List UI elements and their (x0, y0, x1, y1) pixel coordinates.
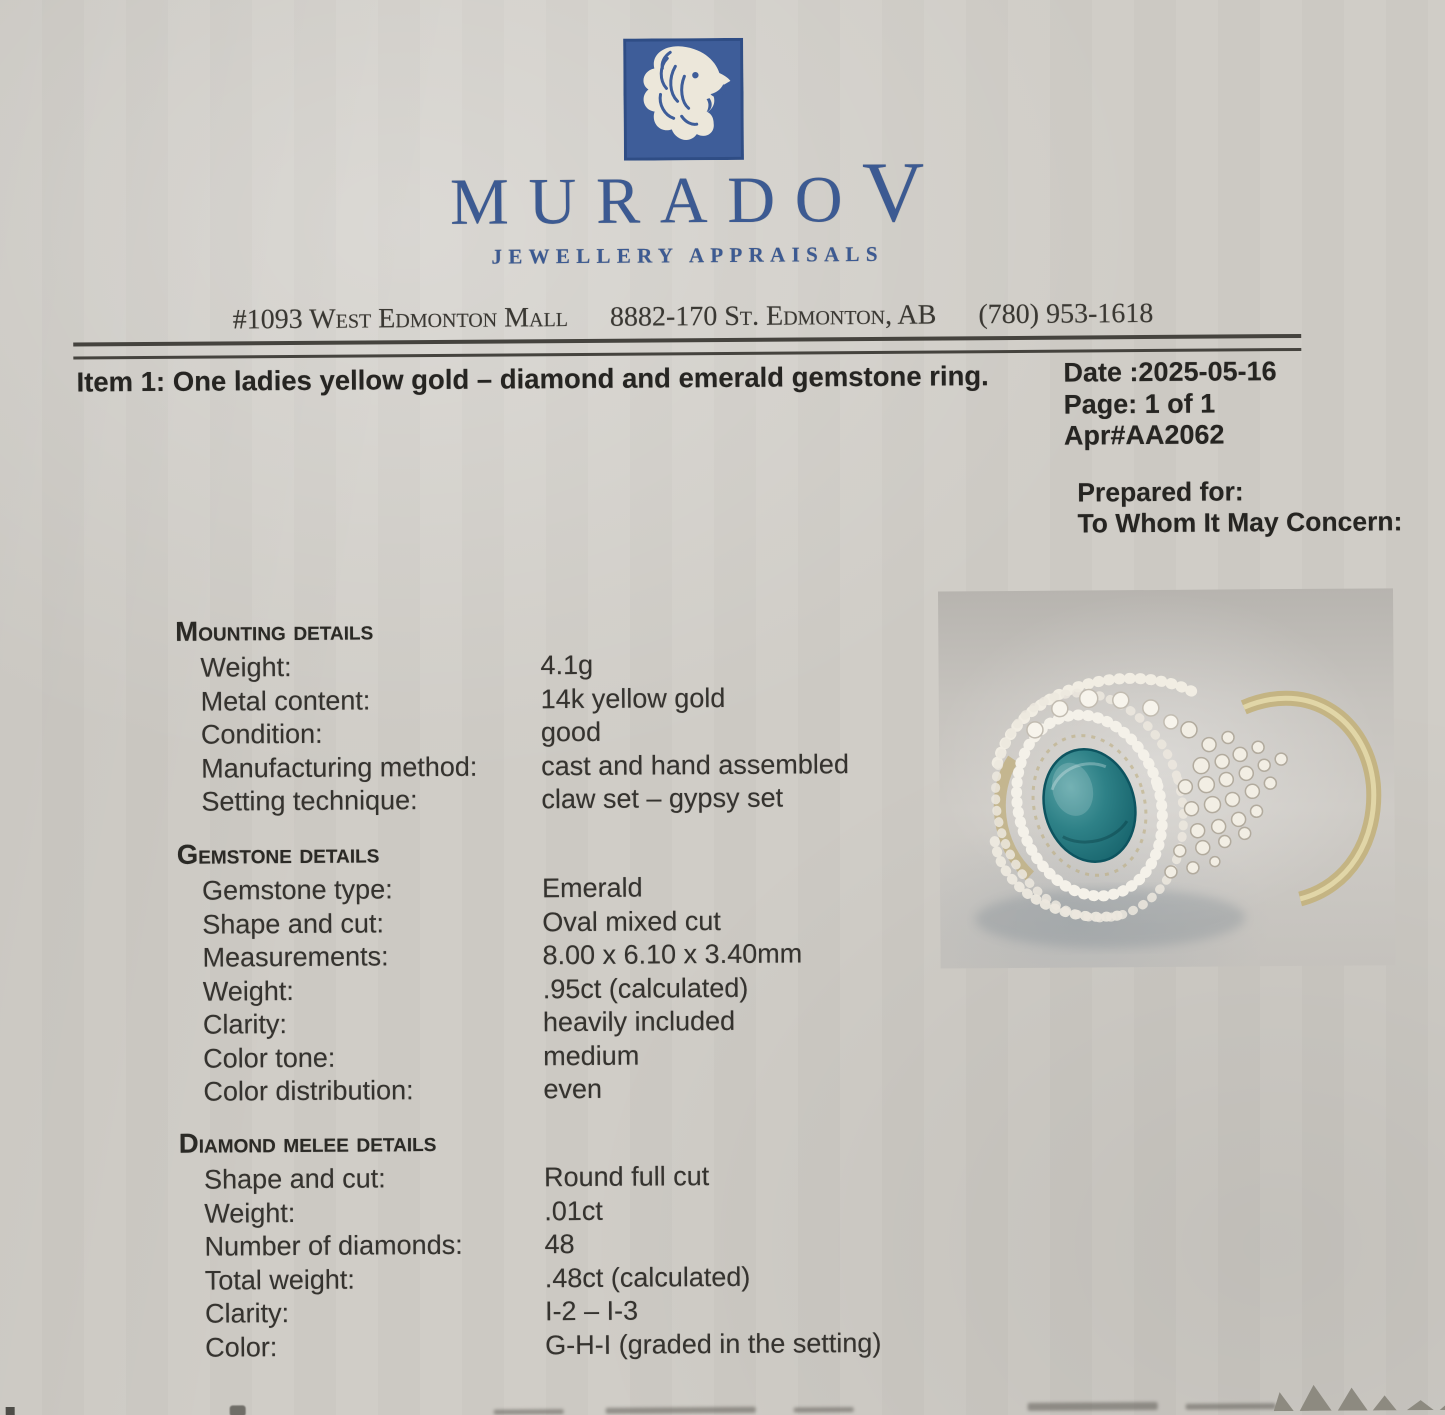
brand-tagline: JEWELLERY APPRAISALS (491, 241, 884, 269)
detail-row (180, 1326, 1000, 1365)
row-value: 14k yellow gold (540, 682, 726, 714)
section-title: Gemstone details (176, 837, 380, 870)
section-title: Mounting details (175, 614, 374, 647)
row-label: Setting technique: (201, 785, 418, 817)
row-label: Gemstone type: (201, 874, 393, 906)
detail-row (178, 1070, 998, 1109)
item-title: Item 1: One ladies yellow gold – diamond and emerald gemstone ring. (76, 360, 989, 398)
row-label: Color distribution: (203, 1075, 414, 1107)
row-label: Weight: (202, 975, 294, 1007)
detail-row (176, 780, 996, 819)
cutoff-text-mark (230, 1405, 246, 1415)
row-label: Measurements: (202, 941, 389, 973)
meta-block (1063, 355, 1424, 452)
row-label: Clarity: (202, 1009, 288, 1040)
cutoff-text-remnant (1186, 1403, 1276, 1410)
row-value: good (540, 716, 602, 748)
row-value: Oval mixed cut (542, 905, 721, 937)
gemstone-details-section (177, 833, 999, 1109)
meta-appraisal-number: Apr#AA2062 (1063, 419, 1225, 451)
row-value: G-H-I (graded in the setting) (545, 1327, 882, 1360)
row-label: Total weight: (204, 1264, 355, 1296)
address-row (28, 296, 1358, 339)
detail-row (176, 713, 996, 752)
detail-row (176, 747, 996, 786)
detail-row (176, 680, 996, 719)
diamond-melee-details-section (179, 1122, 1001, 1365)
cutoff-text-remnant (794, 1407, 854, 1412)
row-value: medium (543, 1040, 640, 1071)
row-value: .95ct (calculated) (542, 972, 749, 1004)
row-value: Emerald (541, 872, 643, 904)
row-value: even (543, 1073, 603, 1105)
header-divider (73, 334, 1301, 360)
row-value: 48 (544, 1229, 575, 1260)
detail-row (178, 1037, 998, 1076)
row-label: Weight: (204, 1197, 296, 1229)
row-value: Round full cut (543, 1161, 710, 1193)
lion-icon (623, 38, 744, 161)
mounting-details-section (175, 610, 996, 819)
section-title: Diamond melee details (178, 1126, 437, 1159)
detail-row (180, 1259, 1000, 1298)
detail-row (180, 1292, 1000, 1331)
brand-name-main: MURADO (449, 163, 863, 239)
prepared-for-label: Prepared for: (1077, 476, 1244, 508)
cutoff-text-remnant (1028, 1402, 1158, 1411)
address-mall: #1093 West Edmonton Mall (232, 302, 569, 336)
row-value: cast and hand assembled (541, 748, 850, 781)
meta-date: Date :2025-05-16 (1063, 356, 1277, 388)
brand-name-accent: V (861, 143, 925, 241)
prepared-for-value: To Whom It May Concern: (1077, 506, 1403, 539)
row-label: Color tone: (203, 1042, 336, 1074)
row-label: Manufacturing method: (201, 751, 478, 784)
detail-row (177, 936, 997, 975)
ring-photo (938, 588, 1396, 968)
row-value: I-2 – I-3 (544, 1295, 639, 1327)
detail-row (179, 1158, 999, 1197)
row-label: Color: (205, 1331, 278, 1363)
prepared-for-block (1077, 475, 1437, 540)
row-label: Shape and cut: (203, 1163, 386, 1195)
address-street: 8882-170 St. Edmonton, AB (609, 299, 937, 333)
scan-edge-mark (6, 1407, 15, 1415)
row-label: Weight: (200, 652, 292, 683)
row-label: Number of diamonds: (204, 1229, 463, 1262)
brand-name (337, 143, 1038, 241)
cutoff-text-remnant (494, 1409, 564, 1414)
row-value: heavily included (542, 1005, 736, 1038)
detail-row (177, 869, 997, 908)
row-value: claw set – gypsy set (541, 782, 784, 815)
detail-row (177, 903, 997, 942)
row-value: .01ct (544, 1195, 603, 1226)
detail-row (179, 1225, 999, 1264)
row-label: Clarity: (204, 1298, 290, 1329)
detail-row (178, 970, 998, 1009)
row-label: Metal content: (200, 684, 371, 717)
detail-row (175, 646, 995, 685)
row-value: 4.1g (540, 649, 594, 681)
row-label: Condition: (200, 718, 323, 750)
detail-row (178, 1003, 998, 1042)
row-value: .48ct (calculated) (544, 1261, 751, 1293)
phone-number: (780) 953-1618 (978, 297, 1154, 331)
detail-row (179, 1192, 999, 1231)
row-value: 8.00 x 6.10 x 3.40mm (542, 938, 803, 971)
row-label: Shape and cut: (202, 907, 385, 940)
cutoff-text-remnant (606, 1407, 756, 1414)
meta-page: Page: 1 of 1 (1063, 388, 1216, 420)
zigzag-graphic (1273, 1379, 1445, 1411)
